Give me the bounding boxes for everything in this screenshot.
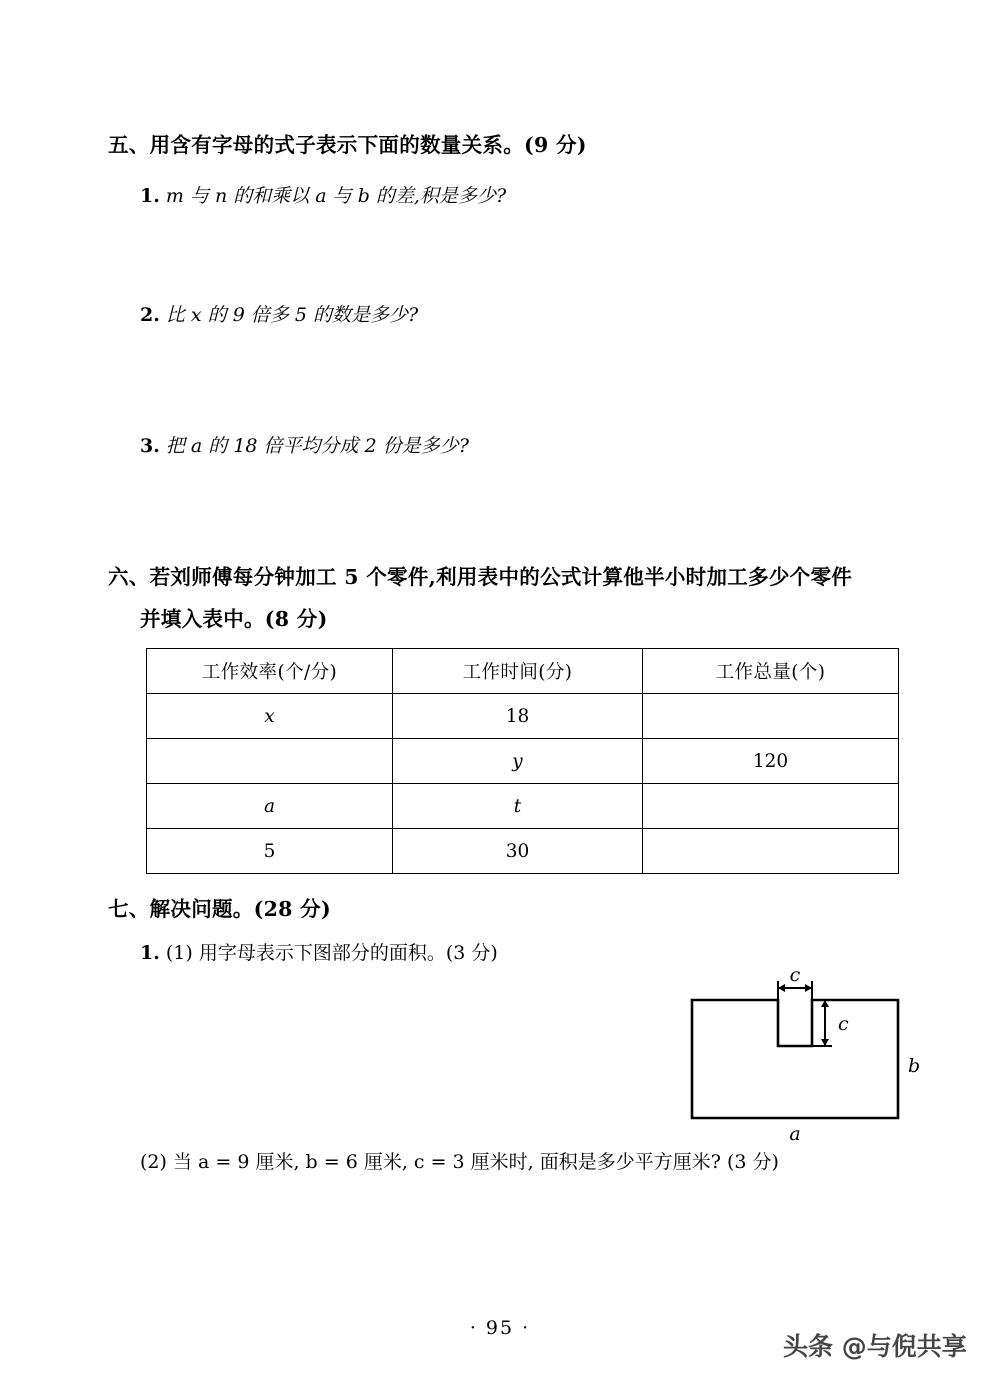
section-six-heading-line1: 六、若刘师傅每分钟加工 5 个零件,利用表中的公式计算他半小时加工多少个零件 [108,565,853,589]
table-cell[interactable] [643,694,899,739]
question-5-2 [140,301,418,330]
figure-label-height-b: b [908,1055,921,1077]
table-cell[interactable] [643,784,899,829]
table-header-row [147,649,899,694]
question-5-3 [140,432,469,461]
watermark: 头条 @与倪共享 [783,1332,967,1361]
work-table [146,648,899,874]
question-7-1-part1 [140,939,498,968]
table-cell[interactable] [147,739,393,784]
question-5-1-number: 1. [140,185,160,207]
table-cell[interactable]: 5 [147,829,393,874]
figure-label-notch-width: c [789,968,801,986]
table-header-total: 工作总量(个) [643,649,899,694]
table-cell[interactable]: 18 [393,694,643,739]
section-five-heading: 五、用含有字母的式子表示下面的数量关系。(9 分) [108,133,587,157]
area-figure-svg [660,968,940,1148]
question-5-3-number: 3. [140,435,160,457]
table-row [147,694,899,739]
question-5-3-text: 把 a 的 18 倍平均分成 2 份是多少? [165,435,469,457]
area-figure [660,968,940,1148]
table-cell[interactable]: a [147,784,393,829]
table-row [147,739,899,784]
question-5-2-number: 2. [140,304,160,326]
notched-rectangle-outline [692,1000,898,1118]
table-cell[interactable]: t [393,784,643,829]
figure-label-width-a: a [789,1123,801,1145]
table-cell[interactable] [643,829,899,874]
section-seven-heading: 七、解决问题。(28 分) [108,897,331,921]
figure-label-notch-height: c [838,1013,849,1035]
table-cell[interactable]: y [393,739,643,784]
page-number: · 95 · [469,1317,531,1339]
section-six-heading-line2: 并填入表中。(8 分) [140,607,328,631]
table-cell[interactable]: x [147,694,393,739]
question-5-1 [140,182,506,211]
question-7-1-number: 1. [140,942,160,964]
table-header-time: 工作时间(分) [393,649,643,694]
table-header-efficiency: 工作效率(个/分) [147,649,393,694]
table-row [147,829,899,874]
notch-width-arrow-right [805,984,812,992]
table-cell[interactable]: 30 [393,829,643,874]
question-5-2-text: 比 x 的 9 倍多 5 的数是多少? [165,304,419,326]
question-7-1-part2-text: (2) 当 a = 9 厘米, b = 6 厘米, c = 3 厘米时, 面积是多少平方厘米? (3 分) [140,1151,779,1173]
table-cell[interactable]: 120 [643,739,899,784]
question-7-1-part1-text: (1) 用字母表示下图部分的面积。(3 分) [165,942,498,964]
table-row [147,784,899,829]
notch-height-arrow-bottom [821,1039,829,1046]
question-7-1-part2 [140,1148,779,1177]
notch-width-arrow-left [778,984,785,992]
question-5-1-text: m 与 n 的和乘以 a 与 b 的差,积是多少? [165,185,507,207]
